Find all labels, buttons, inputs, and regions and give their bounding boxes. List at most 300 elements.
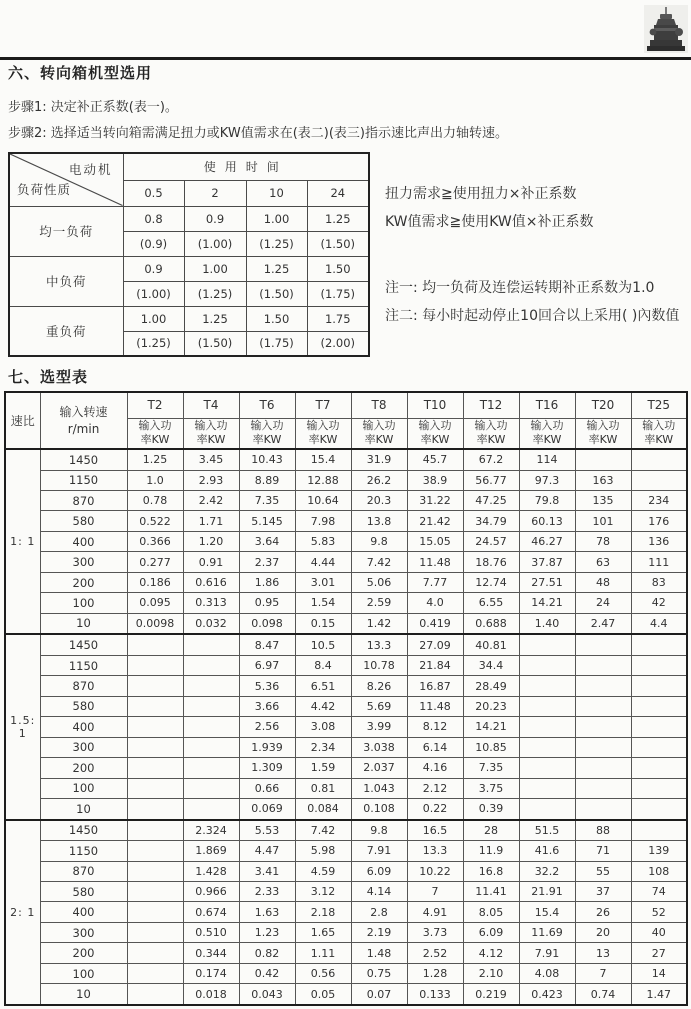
- input-speed-value: 10: [40, 798, 127, 819]
- factor-value-parenthesized: (1.00): [184, 231, 246, 256]
- power-value: 4.44: [295, 552, 351, 572]
- power-value: 234: [631, 491, 687, 511]
- power-value: 1.71: [183, 511, 239, 531]
- input-speed-value: 1450: [40, 449, 127, 470]
- power-header: 输入功 率KW: [295, 418, 351, 449]
- power-value: [631, 737, 687, 757]
- factor-value: 1.00: [246, 206, 307, 231]
- power-value: 56.77: [463, 470, 519, 490]
- power-value: 15.05: [407, 531, 463, 551]
- factor-value: 0.9: [123, 256, 184, 281]
- power-value: 1.309: [239, 758, 295, 778]
- power-value: 6.14: [407, 737, 463, 757]
- power-value: 46.27: [519, 531, 575, 551]
- input-speed-header: [40, 392, 127, 449]
- step2-text: 步骤2: 选择适当转向箱需满足扭力或KW值需求在(表二)(表三)指示速比声出力轴转速。: [8, 126, 508, 141]
- power-value: 3.99: [351, 717, 407, 737]
- power-value: 2.93: [183, 470, 239, 490]
- power-value: 10.85: [463, 737, 519, 757]
- power-value: 15.4: [295, 449, 351, 470]
- power-value: 38.9: [407, 470, 463, 490]
- power-value: [127, 861, 183, 881]
- power-value: 16.8: [463, 861, 519, 881]
- power-value: [183, 737, 239, 757]
- power-value: 5.53: [239, 820, 295, 841]
- power-header: 输入功 率KW: [575, 418, 631, 449]
- note-2: 注二: 每小时起动停止10回合以上采用( )內数值: [385, 308, 680, 324]
- power-value: 37: [575, 882, 631, 902]
- power-value: 176: [631, 511, 687, 531]
- power-value: 6.51: [295, 676, 351, 696]
- power-value: 7.35: [463, 758, 519, 778]
- selection-row: [5, 491, 687, 511]
- power-value: 52: [631, 902, 687, 922]
- power-value: 0.043: [239, 984, 295, 1005]
- power-value: 3.75: [463, 778, 519, 798]
- power-value: 108: [631, 861, 687, 881]
- power-value: [127, 882, 183, 902]
- power-value: 1.11: [295, 943, 351, 963]
- power-header: 输入功 率KW: [463, 418, 519, 449]
- power-value: [127, 841, 183, 861]
- model-header: T25: [631, 392, 687, 418]
- power-value: 2.47: [575, 613, 631, 634]
- power-value: 1.59: [295, 758, 351, 778]
- power-value: [519, 696, 575, 716]
- power-value: 0.05: [295, 984, 351, 1005]
- power-value: [631, 778, 687, 798]
- power-value: [183, 798, 239, 819]
- power-value: [127, 634, 183, 655]
- selection-row: [5, 696, 687, 716]
- power-value: 0.0098: [127, 613, 183, 634]
- power-value: 1.65: [295, 922, 351, 942]
- power-value: 0.219: [463, 984, 519, 1005]
- power-value: 13.3: [351, 634, 407, 655]
- header-divider: [0, 57, 691, 60]
- power-value: 47.25: [463, 491, 519, 511]
- power-value: 3.038: [351, 737, 407, 757]
- power-value: 20: [575, 922, 631, 942]
- power-header: 输入功 率KW: [351, 418, 407, 449]
- power-value: 4.12: [463, 943, 519, 963]
- load-row: [9, 306, 369, 331]
- model-header: T6: [239, 392, 295, 418]
- selection-row: [5, 902, 687, 922]
- input-speed-value: 1450: [40, 634, 127, 655]
- power-value: 8.26: [351, 676, 407, 696]
- power-value: [575, 778, 631, 798]
- power-value: 10.22: [407, 861, 463, 881]
- power-value: [575, 798, 631, 819]
- power-value: 1.28: [407, 963, 463, 983]
- input-speed-value: 580: [40, 511, 127, 531]
- power-value: [631, 449, 687, 470]
- power-value: 3.64: [239, 531, 295, 551]
- input-speed-value: 100: [40, 778, 127, 798]
- power-value: 2.42: [183, 491, 239, 511]
- factor-value: 0.9: [184, 206, 246, 231]
- power-value: 2.8: [351, 902, 407, 922]
- power-value: 0.277: [127, 552, 183, 572]
- load-row: [9, 206, 369, 231]
- power-value: 45.7: [407, 449, 463, 470]
- power-value: [575, 655, 631, 675]
- power-value: [127, 655, 183, 675]
- power-value: [127, 778, 183, 798]
- usage-time-header: 使用时间: [123, 153, 369, 180]
- power-value: 40: [631, 922, 687, 942]
- power-value: [127, 922, 183, 942]
- power-value: 9.8: [351, 531, 407, 551]
- power-header: 输入功 率KW: [519, 418, 575, 449]
- selection-row: [5, 470, 687, 490]
- power-value: 55: [575, 861, 631, 881]
- power-value: 4.0: [407, 593, 463, 613]
- power-value: 2.52: [407, 943, 463, 963]
- factor-value-parenthesized: (1.25): [246, 231, 307, 256]
- power-value: 8.47: [239, 634, 295, 655]
- power-value: 0.522: [127, 511, 183, 531]
- selection-row: [5, 613, 687, 634]
- power-value: [519, 737, 575, 757]
- power-value: 0.39: [463, 798, 519, 819]
- power-value: 4.42: [295, 696, 351, 716]
- power-value: 7.77: [407, 572, 463, 592]
- input-speed-value: 400: [40, 717, 127, 737]
- factor-value: 1.25: [307, 206, 369, 231]
- power-value: [519, 634, 575, 655]
- power-value: [127, 758, 183, 778]
- power-value: 27: [631, 943, 687, 963]
- power-value: 1.63: [239, 902, 295, 922]
- power-value: 0.069: [239, 798, 295, 819]
- input-speed-value: 400: [40, 902, 127, 922]
- power-value: 0.91: [183, 552, 239, 572]
- power-value: 14.21: [519, 593, 575, 613]
- power-value: 0.56: [295, 963, 351, 983]
- power-value: [575, 449, 631, 470]
- model-header: T7: [295, 392, 351, 418]
- power-value: 3.73: [407, 922, 463, 942]
- power-value: [575, 717, 631, 737]
- power-value: 0.108: [351, 798, 407, 819]
- table1-corner-cell: [9, 153, 123, 206]
- step1-text: 步骤1: 决定补正系数(表一)。: [8, 100, 178, 115]
- power-value: 7.42: [295, 820, 351, 841]
- power-value: 24.57: [463, 531, 519, 551]
- power-value: [631, 470, 687, 490]
- model-header: T20: [575, 392, 631, 418]
- power-value: 0.313: [183, 593, 239, 613]
- power-value: 1.86: [239, 572, 295, 592]
- model-header: T12: [463, 392, 519, 418]
- input-speed-value: 10: [40, 984, 127, 1005]
- power-value: 0.78: [127, 491, 183, 511]
- power-value: 71: [575, 841, 631, 861]
- power-value: 0.344: [183, 943, 239, 963]
- power-value: 51.5: [519, 820, 575, 841]
- power-value: 20.23: [463, 696, 519, 716]
- factor-value-parenthesized: (0.9): [123, 231, 184, 256]
- selection-row: [5, 861, 687, 881]
- power-value: [575, 696, 631, 716]
- power-value: 31.9: [351, 449, 407, 470]
- selection-row: [5, 572, 687, 592]
- power-value: 2.37: [239, 552, 295, 572]
- power-value: [127, 984, 183, 1005]
- power-value: 24: [575, 593, 631, 613]
- power-value: 4.4: [631, 613, 687, 634]
- power-value: [519, 798, 575, 819]
- power-value: 37.87: [519, 552, 575, 572]
- power-value: 101: [575, 511, 631, 531]
- power-value: 5.36: [239, 676, 295, 696]
- selection-row: [5, 676, 687, 696]
- model-header: T8: [351, 392, 407, 418]
- power-value: 26: [575, 902, 631, 922]
- power-value: 18.76: [463, 552, 519, 572]
- power-value: 0.018: [183, 984, 239, 1005]
- power-value: 1.40: [519, 613, 575, 634]
- power-value: 2.12: [407, 778, 463, 798]
- power-value: 1.939: [239, 737, 295, 757]
- power-value: 2.18: [295, 902, 351, 922]
- power-value: [575, 758, 631, 778]
- factor-value: 0.8: [123, 206, 184, 231]
- power-value: 13.8: [351, 511, 407, 531]
- power-value: 4.91: [407, 902, 463, 922]
- power-value: 32.2: [519, 861, 575, 881]
- ratio-header: 速比: [5, 392, 40, 449]
- power-value: [631, 758, 687, 778]
- time-col-header: 10: [246, 180, 307, 206]
- power-value: 4.14: [351, 882, 407, 902]
- power-value: 0.174: [183, 963, 239, 983]
- power-value: 79.8: [519, 491, 575, 511]
- power-value: 8.89: [239, 470, 295, 490]
- selection-row: [5, 882, 687, 902]
- power-value: 0.616: [183, 572, 239, 592]
- load-row: [9, 256, 369, 281]
- power-value: 1.043: [351, 778, 407, 798]
- power-value: 10.43: [239, 449, 295, 470]
- power-value: 6.09: [351, 861, 407, 881]
- input-speed-value: 1150: [40, 470, 127, 490]
- power-value: 1.23: [239, 922, 295, 942]
- power-value: 6.97: [239, 655, 295, 675]
- power-value: 7.91: [519, 943, 575, 963]
- power-value: 1.42: [351, 613, 407, 634]
- power-value: 27.51: [519, 572, 575, 592]
- correction-table-body: [9, 206, 369, 356]
- power-value: [575, 634, 631, 655]
- power-value: [519, 717, 575, 737]
- selection-row: [5, 511, 687, 531]
- input-speed-value: 870: [40, 676, 127, 696]
- power-value: 4.16: [407, 758, 463, 778]
- selection-row: [5, 758, 687, 778]
- corner-load-label: 负荷性质: [17, 181, 72, 197]
- power-value: 12.74: [463, 572, 519, 592]
- power-value: 0.42: [239, 963, 295, 983]
- power-value: [127, 798, 183, 819]
- input-speed-value: 580: [40, 696, 127, 716]
- selection-row: [5, 717, 687, 737]
- power-value: 0.423: [519, 984, 575, 1005]
- power-value: 3.66: [239, 696, 295, 716]
- power-value: 5.145: [239, 511, 295, 531]
- input-speed-value: 1150: [40, 841, 127, 861]
- load-type-label: 中负荷: [9, 256, 123, 306]
- selection-row: [5, 778, 687, 798]
- power-value: [631, 655, 687, 675]
- power-value: 2.10: [463, 963, 519, 983]
- power-value: 1.48: [351, 943, 407, 963]
- power-value: [519, 778, 575, 798]
- power-value: 4.08: [519, 963, 575, 983]
- selection-row: [5, 798, 687, 819]
- power-value: 60.13: [519, 511, 575, 531]
- power-value: 21.84: [407, 655, 463, 675]
- factor-value-parenthesized: (1.75): [307, 281, 369, 306]
- note-1: 注一: 均一负荷及连偿运转期补正系数为1.0: [385, 280, 655, 296]
- power-value: 0.07: [351, 984, 407, 1005]
- power-value: 0.66: [239, 778, 295, 798]
- power-value: [127, 696, 183, 716]
- model-header: T4: [183, 392, 239, 418]
- power-value: 2.19: [351, 922, 407, 942]
- power-value: [127, 963, 183, 983]
- power-value: 7: [407, 882, 463, 902]
- power-value: 48: [575, 572, 631, 592]
- power-value: 139: [631, 841, 687, 861]
- power-value: 0.15: [295, 613, 351, 634]
- gearbox-photo: [644, 5, 688, 53]
- selection-row: [5, 820, 687, 841]
- power-value: 5.69: [351, 696, 407, 716]
- power-value: [631, 634, 687, 655]
- model-header: T2: [127, 392, 183, 418]
- power-value: 88: [575, 820, 631, 841]
- power-value: 7.35: [239, 491, 295, 511]
- kw-formula: KW值需求≧使用KW值×补正系数: [385, 214, 594, 230]
- power-value: [631, 717, 687, 737]
- power-value: [127, 717, 183, 737]
- model-header: T16: [519, 392, 575, 418]
- power-value: 0.95: [239, 593, 295, 613]
- section7-title: 七、选型表: [8, 368, 89, 386]
- power-value: [631, 676, 687, 696]
- selection-row: [5, 737, 687, 757]
- selection-row: [5, 634, 687, 655]
- power-value: 21.42: [407, 511, 463, 531]
- factor-value-parenthesized: (2.00): [307, 331, 369, 356]
- power-value: 10.5: [295, 634, 351, 655]
- power-value: 1.869: [183, 841, 239, 861]
- power-value: 3.08: [295, 717, 351, 737]
- power-value: 74: [631, 882, 687, 902]
- speed-header-text: 输入转速: [59, 405, 108, 420]
- power-value: 0.688: [463, 613, 519, 634]
- power-value: 2.59: [351, 593, 407, 613]
- power-value: 1.25: [127, 449, 183, 470]
- power-value: 11.48: [407, 696, 463, 716]
- power-value: 40.81: [463, 634, 519, 655]
- input-speed-value: 300: [40, 922, 127, 942]
- power-value: 5.98: [295, 841, 351, 861]
- selection-row: [5, 655, 687, 675]
- selection-row: [5, 841, 687, 861]
- power-value: [127, 820, 183, 841]
- speed-ratio-label: 2: 1: [5, 820, 40, 1005]
- power-value: [127, 676, 183, 696]
- factor-value: 1.25: [184, 306, 246, 331]
- power-value: 0.186: [127, 572, 183, 592]
- power-value: 0.032: [183, 613, 239, 634]
- power-value: 0.366: [127, 531, 183, 551]
- input-speed-value: 100: [40, 593, 127, 613]
- power-value: 28: [463, 820, 519, 841]
- power-value: 8.05: [463, 902, 519, 922]
- input-speed-value: 200: [40, 572, 127, 592]
- power-value: 3.41: [239, 861, 295, 881]
- power-value: 0.084: [295, 798, 351, 819]
- factor-value: 1.50: [246, 306, 307, 331]
- power-value: 0.966: [183, 882, 239, 902]
- power-header: 输入功 率KW: [183, 418, 239, 449]
- power-value: 2.33: [239, 882, 295, 902]
- section6-title: 六、转向箱机型选用: [8, 64, 153, 82]
- time-col-header: 2: [184, 180, 246, 206]
- power-value: [183, 676, 239, 696]
- power-value: 1.428: [183, 861, 239, 881]
- power-value: 7.91: [351, 841, 407, 861]
- selection-table-body: [5, 449, 687, 1005]
- power-value: 2.324: [183, 820, 239, 841]
- gearbox-icon: [646, 7, 686, 53]
- factor-value: 1.00: [123, 306, 184, 331]
- factor-value: 1.00: [184, 256, 246, 281]
- power-value: 9.8: [351, 820, 407, 841]
- power-header: 输入功 率KW: [127, 418, 183, 449]
- factor-value: 1.25: [246, 256, 307, 281]
- time-col-header: 24: [307, 180, 369, 206]
- power-value: 7: [575, 963, 631, 983]
- input-speed-value: 200: [40, 758, 127, 778]
- time-col-header: 0.5: [123, 180, 184, 206]
- power-value: [127, 737, 183, 757]
- power-value: 0.74: [575, 984, 631, 1005]
- power-value: 0.095: [127, 593, 183, 613]
- power-value: 67.2: [463, 449, 519, 470]
- input-speed-value: 300: [40, 737, 127, 757]
- power-value: 1.0: [127, 470, 183, 490]
- power-value: 6.09: [463, 922, 519, 942]
- power-value: 136: [631, 531, 687, 551]
- power-value: 11.9: [463, 841, 519, 861]
- power-value: 0.674: [183, 902, 239, 922]
- power-header: 输入功 率KW: [239, 418, 295, 449]
- selection-row: [5, 531, 687, 551]
- selection-row: [5, 552, 687, 572]
- power-value: [183, 696, 239, 716]
- power-value: [519, 758, 575, 778]
- load-type-label: 重负荷: [9, 306, 123, 356]
- power-value: 0.82: [239, 943, 295, 963]
- load-type-label: 均一负荷: [9, 206, 123, 256]
- power-value: 7.98: [295, 511, 351, 531]
